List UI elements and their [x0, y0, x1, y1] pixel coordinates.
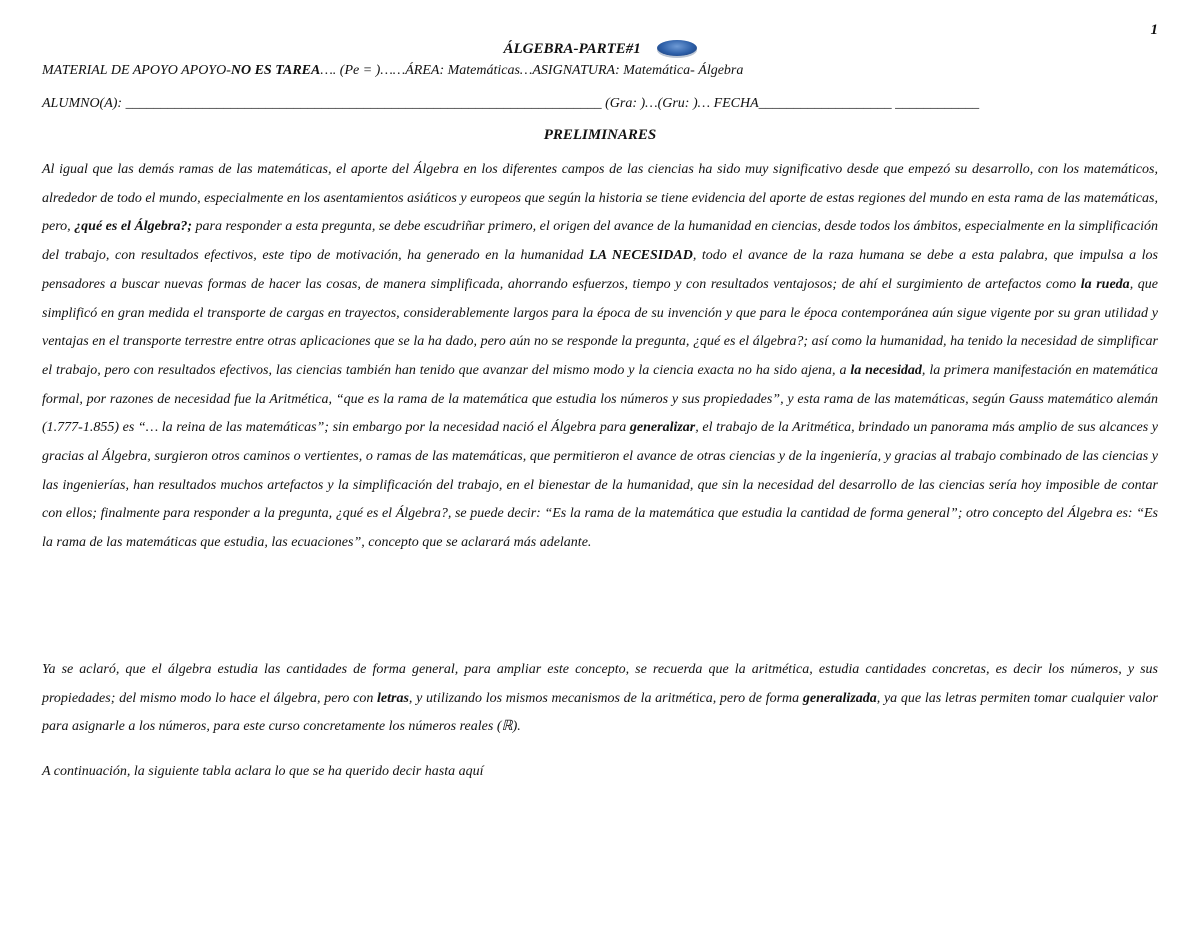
text-span: , la primera manifestación en matemática formal, por razones de necesidad fue la Aritmética, “que es la rama de la matemática que estudia los números y sus propiedades”, y esta rama de las matemáticas, según Gauss matemático alemán (1.777-1.855) es “… la reina de las matemáticas”; sin embargo por la necesidad nació el Álgebra para	[42, 362, 1158, 436]
document-title-row	[0, 40, 1200, 58]
paragraph-intro	[42, 156, 1158, 558]
text-span: , ya que las letras permiten tomar cualquier valor para asignarle a los números, para este curso concretamente los números reales (ℝ).	[42, 690, 1159, 735]
text-span: , que simplificó en gran medida el transporte de cargas en trayectos, considerablemente largos para la época de su invención y que para le época contemporánea aún sigue vigente por su gran utilidad y ventajas en el transporte terrestre entre otras aplicaciones que se la ha dado, pero aún no se responde la pregunta, ¿qué es el álgebra?; así como la humanidad, ha tenido la necesidad de simplificar el trabajo, pero con resultados efectivos, las ciencias también han tenido que avanzar del mismo modo y la ciencia exacta no ha sido ajena, a	[42, 276, 1158, 378]
school-logo	[657, 40, 697, 56]
paragraph-table-intro: A continuación, la siguiente tabla aclara lo que se ha querido decir hasta aquí	[42, 764, 484, 779]
no-es-tarea-label: NO ES TAREA	[230, 63, 321, 78]
section-title: PRELIMINARES	[543, 127, 657, 143]
student-info-line: ALUMNO(A): ____________________________________________________________________ (Gra: )…(Gru: )… FECHA___________________ ____________	[42, 96, 980, 111]
text-span: Ya se aclaró, que el álgebra estudia las cantidades de forma general, para ampliar este concepto, se recuerda que la aritmética, estudia cantidades concretas, es decir los números, y sus propiedades; del mismo modo lo hace el álgebra, pero con	[42, 662, 1158, 706]
bold-phrase: LA NECESIDAD	[589, 248, 693, 264]
bold-phrase: la necesidad	[850, 362, 922, 378]
bold-phrase: letras	[377, 690, 409, 706]
paragraph-generalization	[42, 656, 1158, 742]
material-suffix: …. (Pe = )……ÁREA: Matemáticas…ASIGNATURA: Matemática- Álgebra	[320, 63, 744, 78]
document-title: ÁLGEBRA-PARTE#1	[503, 41, 641, 57]
bold-phrase: la rueda	[1080, 276, 1130, 292]
text-span: , y utilizando los mismos mecanismos de la aritmética, pero de forma	[408, 690, 803, 706]
text-span: para responder a esta pregunta, se debe escudriñar primero, el origen del avance de la humanidad en ciencias, desde todos los ámbitos, especialmente en la simplificación del trabajo, con resultados efectivos, este tipo de motivación, ha generado en la humanidad	[42, 219, 1158, 264]
bold-phrase: ¿qué es el Álgebra?;	[74, 219, 192, 235]
material-prefix: MATERIAL DE APOYO APOYO-	[42, 63, 231, 78]
text-span: , el trabajo de la Aritmética, brindado un panorama más amplio de sus alcances y gracias al Álgebra, surgieron otros caminos o vertientes, o ramas de las matemáticas, que permitieron el avance de otras ciencias y de la ingeniería, y gracias al trabajo combinado de las ciencias y las ingenierías, han resultados muchos artefactos y la simplificación del trabajo, en el bienestar de la humanidad, que sin la necesidad del desarrollo de las ciencias sería hoy imposible de contar con ellos; finalmente para responder a la pregunta, ¿qué es el Álgebra?, se puede decir: “Es la rama de la matemática que estudia la cantidad de forma general”; otro concepto del Álgebra es: “Es la rama de las matemáticas que estudia, las ecuaciones”, concepto que se aclarará más adelante.	[42, 420, 1158, 551]
bold-phrase: generalizar	[629, 420, 696, 436]
material-line	[42, 63, 743, 79]
page-number: 1	[1150, 22, 1158, 38]
text-span: , todo el avance de la raza humana se debe a esta palabra, que impulsa a los pensadores a buscar nuevas formas de hacer las cosas, de manera simplificada, ahorrando esfuerzos, tiempo y con resultados ventajosos; de ahí el surgimiento de artefactos como	[42, 248, 1158, 292]
bold-phrase: generalizada	[802, 690, 877, 706]
text-span: Al igual que las demás ramas de las matemáticas, el aporte del Álgebra en los diferentes campos de las ciencias ha sido muy significativo desde que empezó su desarrollo, con los matemáticos, alrededor de todo el mundo, especialmente en los asentamientos asiáticos y europeos que según la historia se tiene evidencia del aporte de estas regiones del mundo en esta rama de las matemáticas, pero,	[42, 162, 1158, 235]
